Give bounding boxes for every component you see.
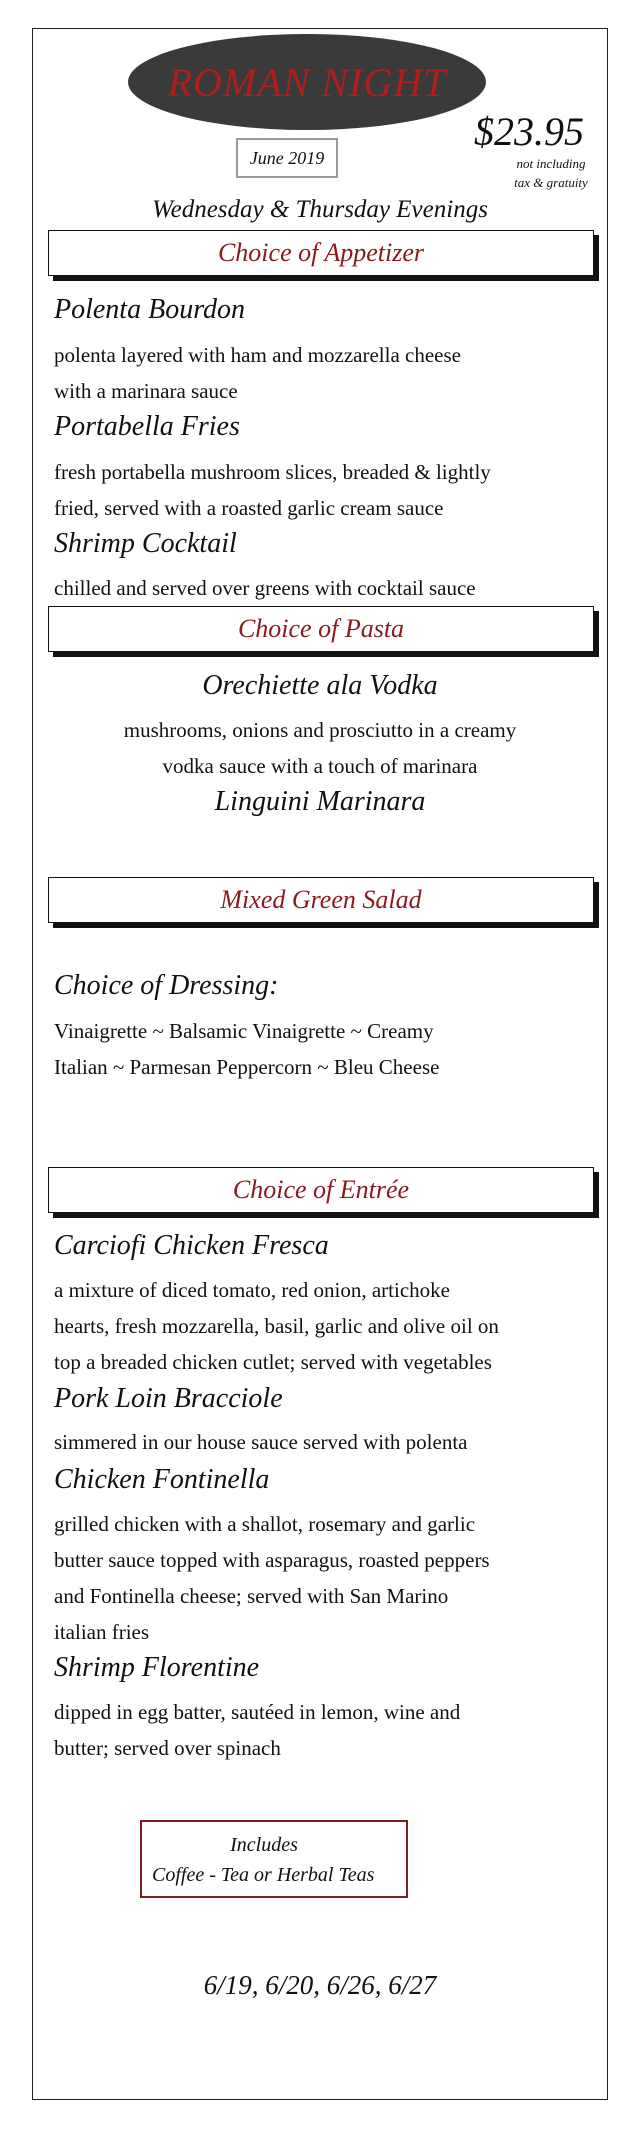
desc-line: dipped in egg batter, sautéed in lemon, wine and xyxy=(54,1700,461,1724)
item-name: Orechiette ala Vodka xyxy=(202,670,438,701)
item-description xyxy=(54,1506,594,1650)
desc-line: butter; served over spinach xyxy=(54,1736,281,1760)
desc-line: fried, served with a roasted garlic cream sauce xyxy=(54,496,444,520)
desc-line: and Fontinella cheese; served with San Marino xyxy=(54,1584,449,1608)
item-description xyxy=(54,1694,594,1766)
desc-line: vodka sauce with a touch of marinara xyxy=(162,754,478,778)
item-description xyxy=(54,1272,594,1380)
desc-line: Italian ~ Parmesan Peppercorn ~ Bleu Cheese xyxy=(54,1055,440,1079)
includes-detail: Coffee - Tea or Herbal Teas xyxy=(152,1864,375,1886)
title-banner xyxy=(128,34,486,130)
item-name: Pork Loin Bracciole xyxy=(54,1383,283,1414)
evenings-subtitle: Wednesday & Thursday Evenings xyxy=(152,196,488,223)
price-note-line: not including xyxy=(516,156,586,171)
desc-line: italian fries xyxy=(54,1620,150,1644)
price-note xyxy=(486,154,616,192)
price-note-line: tax & gratuity xyxy=(514,175,588,190)
item-name: Polenta Bourdon xyxy=(54,294,246,325)
event-dates: 6/19, 6/20, 6/26, 6/27 xyxy=(203,1970,437,2000)
item-name: Shrimp Cocktail xyxy=(54,528,237,559)
section-heading-appetizer: Choice of Appetizer xyxy=(48,230,594,276)
date-badge: June 2019 xyxy=(236,138,338,178)
desc-line: mushrooms, onions and prosciutto in a creamy xyxy=(123,718,517,742)
item-name: Carciofi Chicken Fresca xyxy=(54,1230,329,1261)
item-name: Chicken Fontinella xyxy=(54,1464,270,1495)
desc-line: top a breaded chicken cutlet; served with vegetables xyxy=(54,1350,492,1374)
section-heading-salad: Mixed Green Salad xyxy=(48,877,594,923)
desc-line: Vinaigrette ~ Balsamic Vinaigrette ~ Creamy xyxy=(54,1019,434,1043)
item-description xyxy=(54,570,594,606)
desc-line: a mixture of diced tomato, red onion, artichoke xyxy=(54,1278,450,1302)
menu-title: ROMAN NIGHT xyxy=(167,59,447,105)
item-name: Shrimp Florentine xyxy=(54,1652,260,1683)
desc-line: simmered in our house sauce served with polenta xyxy=(54,1430,468,1454)
desc-line: polenta layered with ham and mozzarella cheese xyxy=(54,343,461,367)
desc-line: grilled chicken with a shallot, rosemary and garlic xyxy=(54,1512,476,1536)
dressing-options xyxy=(54,1013,594,1085)
price: $23.95 xyxy=(474,109,584,154)
item-description xyxy=(54,454,594,526)
includes-label: Includes xyxy=(230,1834,298,1856)
desc-line: butter sauce topped with asparagus, roasted peppers xyxy=(54,1548,490,1572)
item-name: Linguini Marinara xyxy=(214,786,426,817)
item-description xyxy=(0,712,640,784)
section-heading-entree: Choice of Entrée xyxy=(48,1167,594,1213)
desc-line: hearts, fresh mozzarella, basil, garlic and olive oil on xyxy=(54,1314,499,1338)
desc-line: fresh portabella mushroom slices, breaded & lightly xyxy=(54,460,491,484)
item-description xyxy=(54,337,594,409)
desc-line: with a marinara sauce xyxy=(54,379,238,403)
section-heading-pasta: Choice of Pasta xyxy=(48,606,594,652)
item-description xyxy=(54,1424,594,1460)
item-name: Portabella Fries xyxy=(54,411,240,442)
includes-box xyxy=(140,1820,408,1898)
desc-line: chilled and served over greens with cocktail sauce xyxy=(54,576,476,600)
dressing-title: Choice of Dressing: xyxy=(54,970,279,1001)
